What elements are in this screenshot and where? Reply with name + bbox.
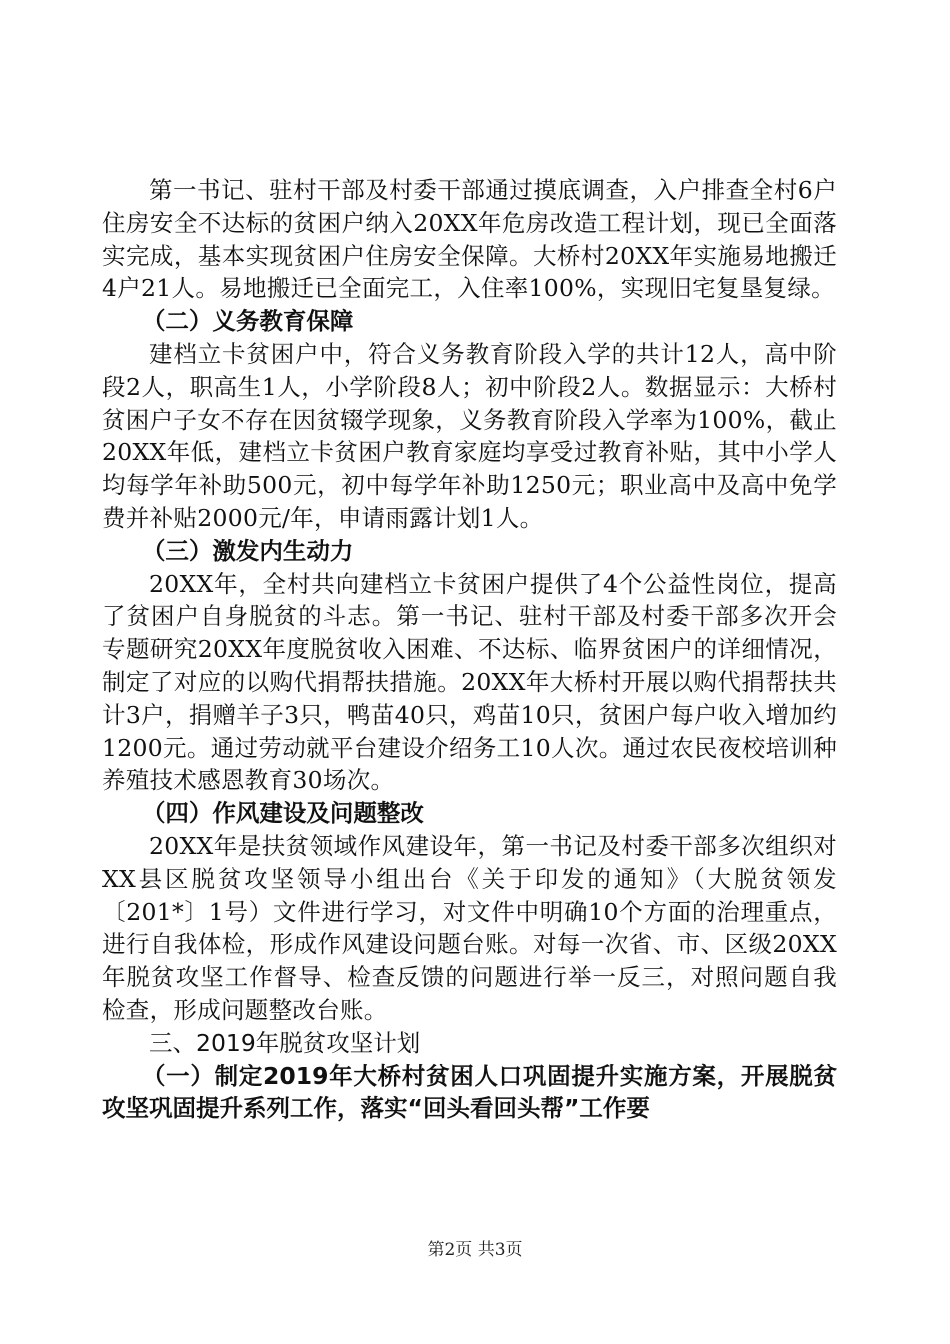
section-heading-2019-plan: 三、2019年脱贫攻坚计划 [149,1028,421,1057]
paragraph-work-style: 20XX年是扶贫领域作风建设年，第一书记及村委干部多次组织对XX县区脱贫攻坚领导小组出台《关于印发的通知》（大脱贫领发〔201*〕1号）文件进行学习，对文件中明确10个方面的治理重点，进行自我体检，形成作风建设问题台账。对每一次省、市、区级20XX年脱贫攻坚工作督导、检查反馈的问题进行举一反三，对照问题自我检查，形成问题整改台账。 [102,831,837,1024]
heading-work-style: （四）作风建设及问题整改 [141,799,424,828]
paragraph-2019-plan-item-1: （一）制定2019年大桥村贫困人口巩固提升实施方案，开展脱贫攻坚巩固提升系列工作，落实“回头看回头帮”工作要 [102,1061,837,1123]
paragraph-education: 建档立卡贫困户中，符合义务教育阶段入学的共计12人，高中阶段2人，职高生1人，小学阶段8人；初中阶段2人。数据显示：大桥村贫困户子女不存在因贫辍学现象，义务教育阶段入学率为100%，截止20XX年低，建档立卡贫困户教育家庭均享受过教育补贴，其中小学人均每学年补助500元，初中每学年补助1250元；职业高中及高中免学费并补贴2000元/年，申请雨露计划1人。 [102,339,837,532]
paragraph-motivation: 20XX年，全村共向建档立卡贫困户提供了4个公益性岗位，提高了贫困户自身脱贫的斗志。第一书记、驻村干部及村委干部多次开会专题研究20XX年度脱贫收入困难、不达标、临界贫困户的详细情况，制定了对应的以购代捐帮扶措施。20XX年大桥村开展以购代捐帮扶共计3户，捐赠羊子3只，鸭苗40只，鸡苗10只，贫困户每户收入增加约1200元。通过劳动就平台建设介绍务工10人次。通过农民夜校培训种养殖技术感恩教育30场次。 [102,569,837,795]
heading-internal-motivation: （三）激发内生动力 [141,536,354,565]
heading-compulsory-education: （二）义务教育保障 [141,307,354,336]
paragraph-housing-safety: 第一书记、驻村干部及村委干部通过摸底调查，入户排查全村6户住房安全不达标的贫困户纳入20XX年危房改造工程计划，现已全面落实完成，基本实现贫困户住房安全保障。大桥村20XX年实施易地搬迁4户21人。易地搬迁已全面完工，入住率100%，实现旧宅复垦复绿。 [102,176,837,303]
page-number-footer: 第2页 共3页 [427,1240,523,1260]
document-body [102,174,837,1125]
